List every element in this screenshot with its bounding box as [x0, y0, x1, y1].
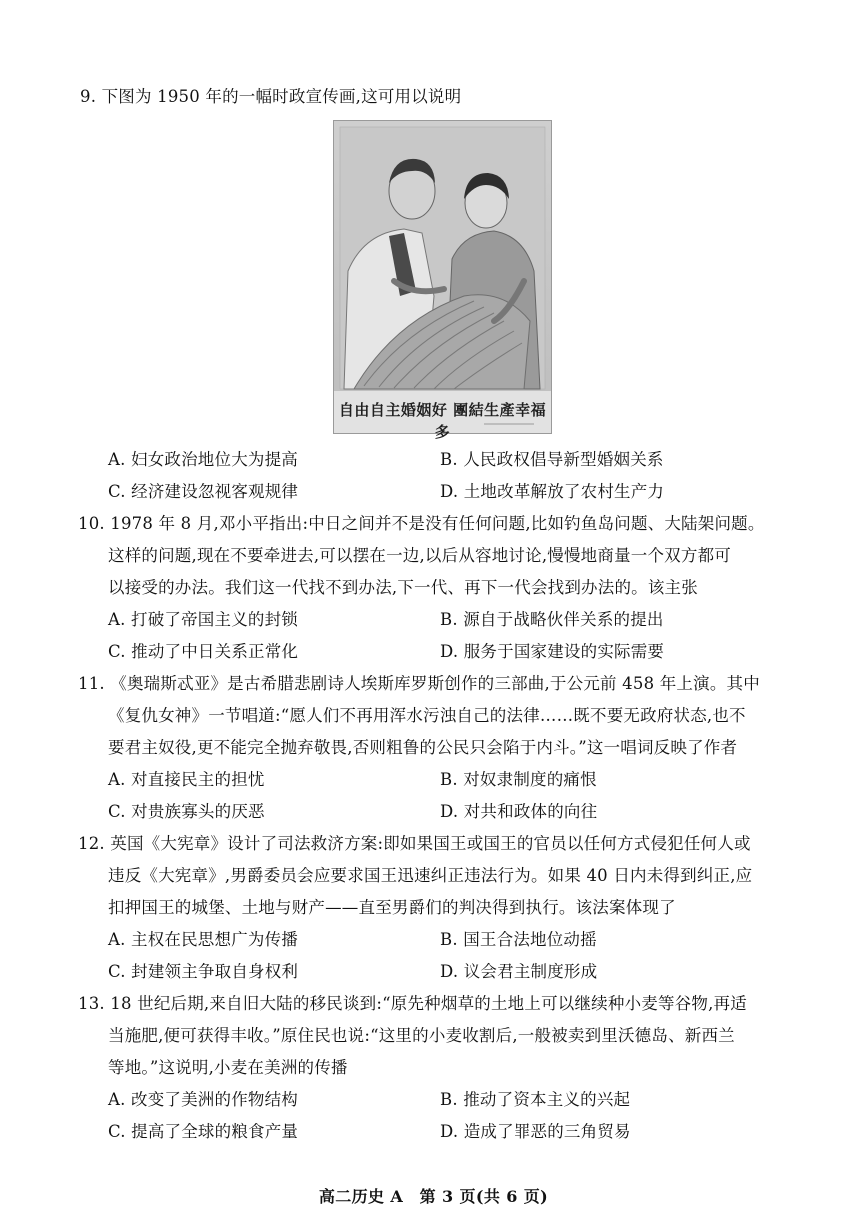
question-9-option-c: C. 经济建设忽视客观规律 [108, 482, 299, 501]
question-12-option-b: B. 国王合法地位动摇 [440, 930, 597, 949]
page-footer: 高二历史 A 第 3 页(共 6 页) [318, 1187, 549, 1206]
question-9-option-b: B. 人民政权倡导新型婚姻关系 [440, 450, 664, 469]
poster-illustration [334, 121, 551, 441]
question-12-option-c: C. 封建领主争取自身权利 [108, 962, 299, 981]
question-12-option-a: A. 主权在民思想广为传播 [108, 930, 299, 949]
question-11-option-a: A. 对直接民主的担忧 [108, 770, 265, 789]
question-10-option-c: C. 推动了中日关系正常化 [108, 642, 299, 661]
question-11-option-b: B. 对奴隶制度的痛恨 [440, 770, 597, 789]
question-11-stem-line-2: 《复仇女神》一节唱道:“愿人们不再用浑水污浊自己的法律……既不要无政府状态,也不 [108, 706, 746, 725]
question-13-stem-line-1: 13. 18 世纪后期,来自旧大陆的移民谈到:“原先种烟草的土地上可以继续种小麦等谷物,再适 [78, 994, 747, 1013]
question-10-option-b: B. 源自于战略伙伴关系的提出 [440, 610, 664, 629]
question-13-stem-line-3: 等地。”这说明,小麦在美洲的传播 [108, 1058, 348, 1077]
question-13-option-b: B. 推动了资本主义的兴起 [440, 1090, 631, 1109]
question-13-option-a: A. 改变了美洲的作物结构 [108, 1090, 299, 1109]
propaganda-poster-image [333, 120, 552, 441]
question-11-option-c: C. 对贵族寡头的厌恶 [108, 802, 265, 821]
question-12-option-d: D. 议会君主制度形成 [440, 962, 598, 981]
question-9-option-a: A. 妇女政治地位大为提高 [108, 450, 299, 469]
question-13-stem-line-2: 当施肥,便可获得丰收。”原住民也说:“这里的小麦收割后,一般被卖到里沃德岛、新西兰 [108, 1026, 735, 1045]
question-9-option-d: D. 土地改革解放了农村生产力 [440, 482, 665, 501]
question-10-stem-line-2: 这样的问题,现在不要牵进去,可以摆在一边,以后从容地讨论,慢慢地商量一个双方都可 [108, 546, 731, 565]
question-12-stem-line-1: 12. 英国《大宪章》设计了司法救济方案:即如果国王或国王的官员以任何方式侵犯任何人或 [78, 834, 751, 853]
question-9-stem: 9. 下图为 1950 年的一幅时政宣传画,这可用以说明 [80, 87, 462, 106]
question-12-stem-line-3: 扣押国王的城堡、土地与财产——直至男爵们的判决得到执行。该法案体现了 [108, 898, 676, 917]
question-13-option-c: C. 提高了全球的粮食产量 [108, 1122, 299, 1141]
question-11-stem-line-1: 11. 《奥瑞斯忒亚》是古希腊悲剧诗人埃斯库罗斯创作的三部曲,于公元前 458 年上演。其中 [78, 674, 760, 693]
question-10-option-d: D. 服务于国家建设的实际需要 [440, 642, 665, 661]
poster-slogan: 自由自主婚姻好 團結生產幸福多 [338, 401, 547, 441]
question-12-stem-line-2: 违反《大宪章》,男爵委员会应要求国王迅速纠正违法行为。如果 40 日内未得到纠正,应 [108, 866, 753, 885]
question-10-stem-line-3: 以接受的办法。我们这一代找不到办法,下一代、再下一代会找到办法的。该主张 [108, 578, 698, 597]
question-11-stem-line-3: 要君主奴役,更不能完全抛弃敬畏,否则粗鲁的公民只会陷于内斗。”这一唱词反映了作者 [108, 738, 738, 757]
question-10-stem-line-1: 10. 1978 年 8 月,邓小平指出:中日之间并不是没有任何问题,比如钓鱼岛问题、大陆架问题。 [78, 514, 765, 533]
question-13-option-d: D. 造成了罪恶的三角贸易 [440, 1122, 631, 1141]
question-10-option-a: A. 打破了帝国主义的封锁 [108, 610, 299, 629]
question-11-option-d: D. 对共和政体的向往 [440, 802, 598, 821]
